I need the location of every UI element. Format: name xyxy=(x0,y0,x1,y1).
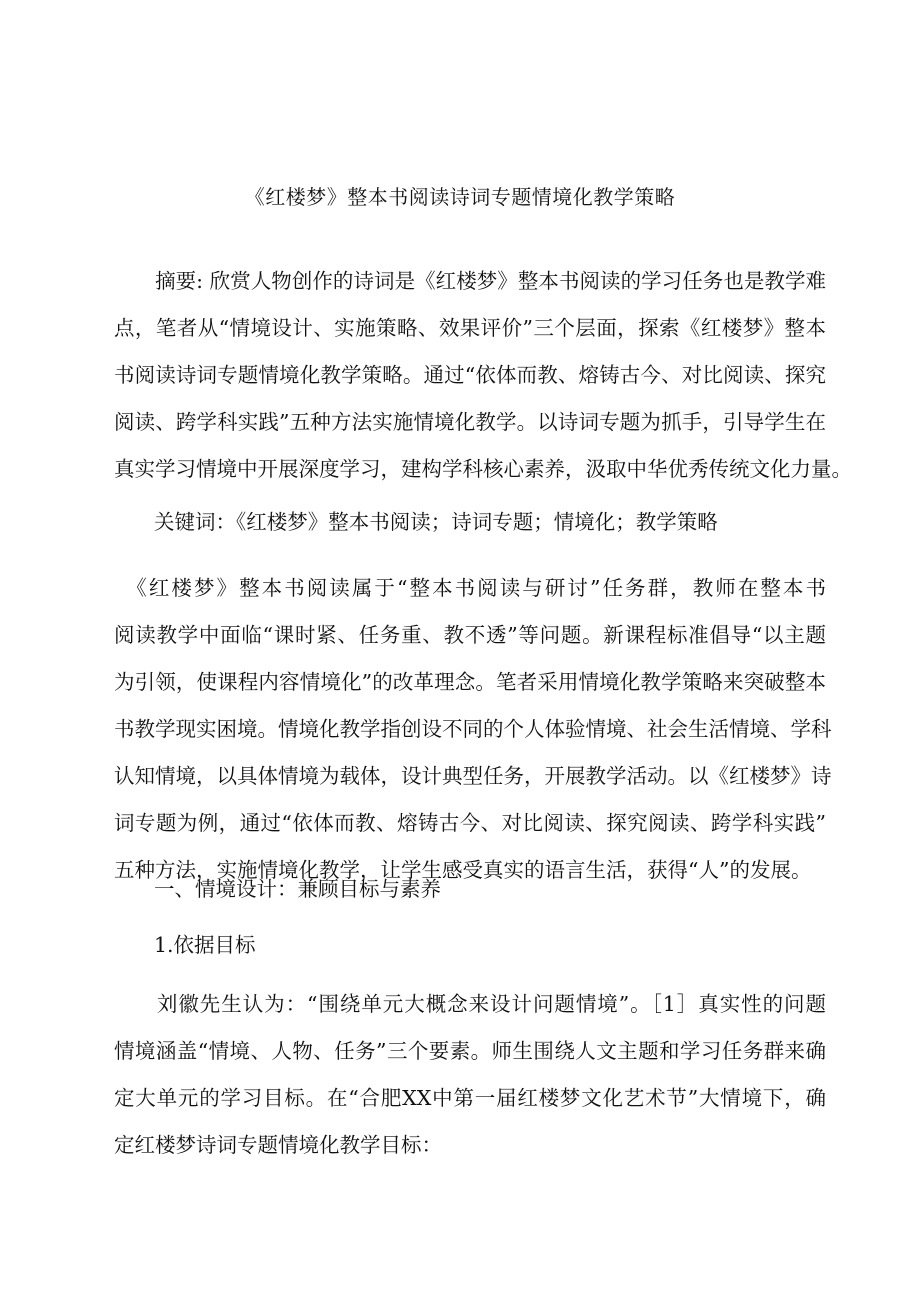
section-heading: 一、情境设计：兼顾目标与素养 xyxy=(154,877,441,901)
intro-line: 五种方法，实施情境化教学，让学生感受真实的语言生活，获得“人”的发展。 xyxy=(114,858,812,882)
abstract-line: 书阅读诗词专题情境化教学策略。通过“依体而教、熔铸古今、对比阅读、探究 xyxy=(114,363,826,387)
abstract-line: 真实学习情境中开展深度学习，建构学科核心素养，汲取中华优秀传统文化力量。 xyxy=(114,457,852,481)
intro-line: 书教学现实困境。情境化教学指创设不同的个人体验情境、社会生活情境、学科 xyxy=(114,717,832,741)
body-line: 定红楼梦诗词专题情境化教学目标： xyxy=(114,1133,442,1157)
keywords-line: 关键词：《红楼梦》整本书阅读；诗词专题；情境化；教学策略 xyxy=(154,510,718,534)
abstract-line: 阅读、跨学科实践”五种方法实施情境化教学。以诗词专题为抓手，引导学生在 xyxy=(114,410,826,434)
body-line: 定大单元的学习目标。在“合肥XX中第一届红楼梦文化艺术节”大情境下，确 xyxy=(114,1086,826,1110)
intro-line: 《红楼梦》整本书阅读属于“整本书阅读与研讨”任务群，教师在整本书 xyxy=(114,576,826,600)
abstract-paragraph xyxy=(114,258,852,493)
abstract-line: 摘要: 欣赏人物创作的诗词是《红楼梦》整本书阅读的学习任务也是教学难 xyxy=(114,269,826,293)
body-line: 刘徽先生认为：“围绕单元大概念来设计问题情境”。［1］真实性的问题 xyxy=(114,992,826,1016)
intro-line: 认知情境，以具体情境为载体，设计典型任务，开展教学活动。以《红楼梦》诗 xyxy=(114,764,832,788)
abstract-line: 点，笔者从“情境设计、实施策略、效果评价”三个层面，探索《红楼梦》整本 xyxy=(114,316,826,340)
intro-line: 阅读教学中面临“课时紧、任务重、教不透”等问题。新课程标准倡导“以主题 xyxy=(114,623,826,647)
subsection-heading: 1.依据目标 xyxy=(154,933,256,957)
intro-line: 词专题为例，通过“依体而教、熔铸古今、对比阅读、探究阅读、跨学科实践” xyxy=(114,811,826,835)
body-line: 情境涵盖“情境、人物、任务”三个要素。师生围绕人文主题和学习任务群来确 xyxy=(114,1039,826,1063)
document-title: 《红楼梦》整本书阅读诗词专题情境化教学策略 xyxy=(244,185,676,209)
body-paragraph xyxy=(114,981,826,1169)
intro-paragraph xyxy=(114,565,832,894)
intro-line: 为引领，使课程内容情境化”的改革理念。笔者采用情境化教学策略来突破整本 xyxy=(114,670,826,694)
